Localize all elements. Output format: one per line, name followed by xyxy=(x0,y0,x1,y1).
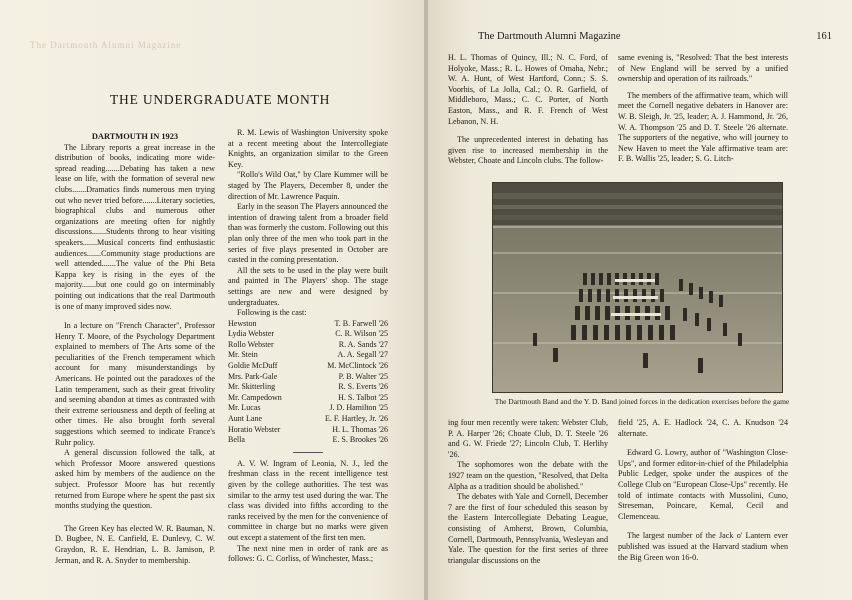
cast-actor: H. S. Talbot '25 xyxy=(338,392,388,402)
page-title: THE UNDERGRADUATE MONTH xyxy=(110,92,331,107)
cast-row xyxy=(228,393,388,404)
cast-row xyxy=(228,319,388,330)
cast-role: Mr. Lucas xyxy=(228,403,261,413)
paragraph: field '25, A. E. Hadlock '24, C. A. Knudson '24 alternate. xyxy=(618,418,788,438)
cast-role: Goldie McDuff xyxy=(228,361,278,371)
cast-row xyxy=(228,425,388,436)
cast-role: Lydia Webster xyxy=(228,329,275,339)
cast-row xyxy=(228,340,388,351)
cast-role: Rollo Webster xyxy=(228,339,274,349)
cast-role: Mrs. Park-Gale xyxy=(228,371,278,381)
page-number: 161 xyxy=(816,31,832,42)
cast-row xyxy=(228,403,388,414)
right-column-1-bottom xyxy=(448,418,608,566)
photo-caption: The Dartmouth Band and the Y. D. Band joined forces in the dedication exercises before the game xyxy=(494,397,790,406)
paragraph: H. L. Thomas of Quincy, Ill.; N. C. Ford, of Holyoke, Mass.; R. L. Howes of Omaha, Nebr.; W. A. Hunt, of West Hartford, Conn.; S. S. Voorhis, of La Jolla, Cal.; O. R. Garfield, of Middleboro, Mass.; C. C. Porter, of North Easton, Mass., and R. F. French of West Lebanon, N. H. xyxy=(448,53,608,126)
paragraph: R. M. Lewis of Washington University spoke at a recent meeting about the Intercollegiate Knights, an organization similar to the Green Key. xyxy=(228,128,388,169)
cast-role: Mr. Campedown xyxy=(228,392,282,402)
bleed-through-header: The Dartmouth Alumni Magazine xyxy=(30,40,182,50)
paragraph: The Green Key has elected W. R. Bauman, N. D. Bugbee, N. E. Canfield, E. Dunlevy, C. W. Graydon, R. E. Hendrian, L. B. Jamison, P. Jerman, and R. A. Snyder to membership. xyxy=(55,523,215,565)
cast-actor: E. F. Hartley, Jr. '26 xyxy=(325,414,388,424)
cast-row xyxy=(228,329,388,340)
cast-row xyxy=(228,435,388,446)
magazine-title: The Dartmouth Alumni Magazine xyxy=(478,31,621,42)
cast-role: Mr. Skitterling xyxy=(228,382,276,392)
section-heading: DARTMOUTH IN 1923 xyxy=(91,132,179,141)
paragraph: ing four men recently were taken: Webster Club, P. A. Harper '26; Choate Club, D. T. Steele '26 and G. W. Friede '27; Lincoln Club, T. Herlihy '26. xyxy=(448,418,608,459)
cast-actor: R. S. Everts '26 xyxy=(338,382,388,392)
left-page xyxy=(0,0,424,600)
paragraph: "Rollo's Wild Oat," by Clare Kummer will be staged by The Players, December 8, under the direction of Mr. Lawrence Paquin. xyxy=(228,170,388,201)
cast-row xyxy=(228,372,388,383)
paragraph: same evening is, "Resolved: That the best interests of New England will be served by a unified ownership and operation of its railroads." xyxy=(618,53,788,84)
cast-actor: E. S. Brookes '26 xyxy=(332,435,388,445)
cast-row xyxy=(228,350,388,361)
cast-row xyxy=(228,382,388,393)
cast-role: Hewston xyxy=(228,318,257,328)
paragraph: Following is the cast: xyxy=(237,308,307,318)
right-column-1-top xyxy=(448,53,608,167)
cast-row xyxy=(228,361,388,372)
paragraph: The next nine men in order of rank are as follows: G. C. Corliss, of Winchester, Mass.; xyxy=(228,543,388,564)
cast-actor: H. L. Thomas '26 xyxy=(332,424,388,434)
cast-actor: A. A. Segall '27 xyxy=(337,350,388,360)
divider xyxy=(293,452,323,453)
cast-role: Mr. Stein xyxy=(228,350,258,360)
cast-actor: J. D. Hamilton '25 xyxy=(329,403,388,413)
paragraph: A general discussion followed the talk, at which Professor Moore answered questions asked him by members of the audience on the subject. Professor Moore has but recently returned from Europe where he spent the past six months studying the question. xyxy=(55,448,215,511)
paragraph: Early in the season The Players announced the intention of drawing talent from a broader field than was formerly the custom. Following out this plan only three of the men who took part in the series of five plays presented in October are casted in the coming presentation. xyxy=(228,202,388,265)
cast-actor: M. McClintock '26 xyxy=(327,361,388,371)
cast-role: Bella xyxy=(228,435,245,445)
right-column-2-top xyxy=(618,53,788,165)
paragraph: A. V. W. Ingram of Leonia, N. J., led the freshman class in the recent intelligence test given by the college authorities. The test was similar to the army test used during the war. The class was divided into fifths according to the ranks received by the men for the convenience of committee in charge but no marks were given out except a statement of the first ten men. xyxy=(228,458,388,542)
cast-actor: R. A. Sands '27 xyxy=(338,339,388,349)
paragraph: The unprecedented interest in debating has given rise to increased membership in the Webster, Choate and Lincoln clubs. The follow- xyxy=(448,135,608,166)
paragraph: The largest number of the Jack o' Lantern ever published was issued at the Harvard stadium when the Big Green won 16-0. xyxy=(618,531,788,562)
band-photograph xyxy=(492,182,783,393)
left-column-1 xyxy=(55,132,215,566)
cast-role: Aunt Lane xyxy=(228,414,262,424)
cast-row xyxy=(228,414,388,425)
paragraph: Edward G. Lowry, author of "Washington Close-Ups", and former editor-in-chief of the Philadelphia Public Ledger, spoke under the auspices of the College Club on "European Close-Ups" recently. He told of intimate contacts with Mussolini, Cuno, Streseman, Poincare, Kemal, Cecil and Clemenceau. xyxy=(618,448,788,521)
left-column-2 xyxy=(228,128,388,565)
paragraph: In a lecture on "French Character", Professor Henry T. Moore, of the Psychology Department explained to members of The Arts some of the peculiarities of the French temperament which account for many misunderstandings by Americans. He pointed out the paradoxes of the Latin temperament, such as their great frivolity and seeming abandon at times as contrasted with their extreme seriousness and depth of feeling at other times. He also brought forth several suggestions which seemed to indicate France's Ruhr policy. xyxy=(55,321,215,447)
cast-actor: P. B. Walter '25 xyxy=(338,371,388,381)
paragraph: The members of the affirmative team, which will meet the Cornell negative debaters in Hanover are: W. B. Sleigh, Jr. '25, leader; A. J. Hammond, Jr. '26, W. A. Thompson '25 and D. T. Steele '26 alternate. The supporters of the negative, who will journey to New Haven to meet the Yale affirmative team are: F. B. Wallis '25, leader; S. G. Litch- xyxy=(618,90,788,164)
paragraph: All the sets to be used in the play were built and painted in The Players' shop. The stage settings are new and were designed by undergraduates. xyxy=(228,265,388,307)
paragraph: The Library reports a great increase in the distribution of books, indicating more wide-spread reading.......Debating has taken a new lease on life, with the formation of several new clubs.......Dramatics finds numerous men trying out who never tried before.......Literary societies, biographical clubs and numerous other organizations are meeting often for nightly discussions.......Students throng to hear visiting speakers.......Musical concerts find enthusiastic audiences.......Community stage productions are well attended.......The value of the Phi Beta Kappa key is rising in the eyes of the majority.......but one could go on interminably pointing out indications that the real Dartmouth is one of many improved sides now. xyxy=(55,142,215,311)
cast-role: Horatio Webster xyxy=(228,424,281,434)
cast-actor: T. B. Farwell '26 xyxy=(334,318,388,328)
paragraph: The debates with Yale and Cornell, December 7 are the first of four scheduled this season by the Eastern Intercollegiate Debating League, consisting of Amherst, Brown, Columbia, Cornell, Dartmouth, Pennsylvania, Wesleyan and Yale. The question for the first series of three triangular discussions on the xyxy=(448,492,608,565)
cast-table xyxy=(228,319,388,446)
cast-actor: C. R. Wilson '25 xyxy=(335,329,388,339)
right-column-2-bottom xyxy=(618,418,788,563)
paragraph: The sophomores won the debate with the 1927 team on the question, "Resolved, that Delta Alpha as a tradition should be abolished." xyxy=(448,460,608,491)
